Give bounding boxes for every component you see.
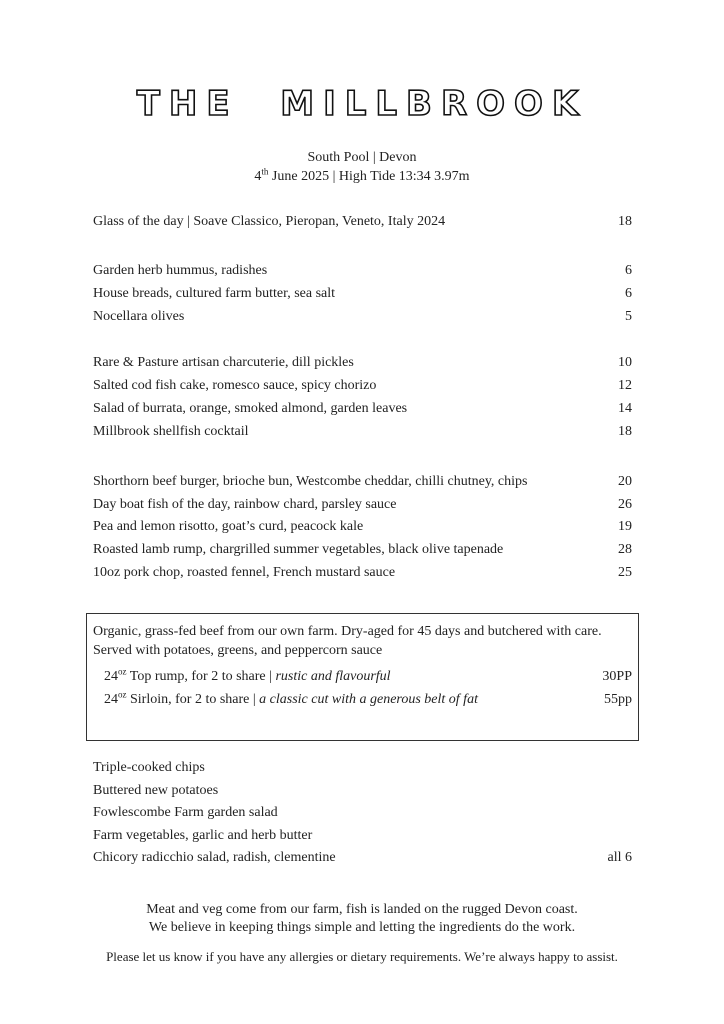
menu-item — [93, 565, 632, 581]
item-price: 6 — [625, 263, 632, 278]
item-name: Day boat fish of the day, rainbow chard, parsley sauce — [93, 497, 397, 512]
menu-item — [93, 424, 632, 440]
date-suffix: th — [261, 166, 269, 177]
item-name: Buttered new potatoes — [93, 783, 219, 798]
weight: 24 — [104, 669, 118, 684]
item-name: Glass of the day | Soave Classico, Pieropan, Veneto, Italy 2024 — [93, 214, 446, 229]
item-name: Salted cod fish cake, romesco sauce, spicy chorizo — [93, 378, 377, 393]
item-price: 14 — [618, 401, 632, 416]
side-item — [93, 783, 632, 799]
item-name — [104, 666, 391, 685]
item-name: Farm vegetables, garlic and herb butter — [93, 828, 313, 843]
item-price: 5 — [625, 309, 632, 324]
beef-special-box — [86, 613, 639, 741]
beef-item — [104, 666, 632, 685]
date-tide-text: June 2025 | High Tide 13:34 3.97m — [268, 169, 470, 184]
weight: 24 — [104, 692, 118, 707]
item-name: Salad of burrata, orange, smoked almond, garden leaves — [93, 401, 408, 416]
menu-item — [93, 309, 632, 325]
item-price: 28 — [618, 542, 632, 557]
beef-desc-line: Served with potatoes, greens, and peppercorn sauce — [93, 643, 383, 658]
item-name: 10oz pork chop, roasted fennel, French mustard sauce — [93, 565, 396, 580]
sides-price: all 6 — [607, 850, 632, 865]
item-price: 6 — [625, 286, 632, 301]
note: a classic cut with a generous belt of fat — [259, 692, 478, 707]
item-name: Shorthorn beef burger, brioche bun, Westcombe cheddar, chilli chutney, chips — [93, 474, 528, 489]
menu-item — [93, 401, 632, 417]
item-name: Rare & Pasture artisan charcuterie, dill pickles — [93, 355, 354, 370]
sourcing-note: Meat and veg come from our farm, fish is landed on the rugged Devon coast. — [146, 902, 578, 917]
item-price: 55pp — [604, 692, 632, 707]
item-price: 26 — [618, 497, 632, 512]
wine-row — [93, 214, 632, 230]
menu-item — [93, 355, 632, 371]
beef-desc-line: Organic, grass-fed beef from our own farm. Dry-aged for 45 days and butchered with care. — [93, 624, 602, 639]
item-price: 18 — [618, 424, 632, 439]
menu-item — [93, 542, 632, 558]
item-name: Fowlescombe Farm garden salad — [93, 805, 278, 820]
beef-item — [104, 689, 632, 708]
item-name: Triple-cooked chips — [93, 760, 205, 775]
cut: Sirloin, for 2 to share | — [126, 692, 260, 707]
item-price: 30PP — [602, 669, 632, 684]
item-name: Millbrook shellfish cocktail — [93, 424, 249, 439]
item-price: 18 — [618, 214, 632, 229]
menu-item — [93, 474, 632, 490]
item-name: Garden herb hummus, radishes — [93, 263, 268, 278]
item-name: Nocellara olives — [93, 309, 185, 324]
date-day: 4 — [254, 169, 262, 184]
side-item — [93, 760, 632, 776]
menu-item — [93, 263, 632, 279]
cut: Top rump, for 2 to share | — [126, 669, 276, 684]
item-price: 25 — [618, 565, 632, 580]
note: rustic and flavourful — [275, 669, 391, 684]
side-item — [93, 850, 632, 866]
unit: oz — [118, 666, 127, 677]
date-tide — [0, 166, 724, 185]
location: South Pool | Devon — [307, 150, 417, 165]
sourcing-note: We believe in keeping things simple and letting the ingredients do the work. — [148, 920, 576, 935]
item-name: House breads, cultured farm butter, sea salt — [93, 286, 336, 301]
item-price: 19 — [618, 519, 632, 534]
item-name: Pea and lemon risotto, goat’s curd, peacock kale — [93, 519, 364, 534]
menu-item — [93, 286, 632, 302]
item-price: 10 — [618, 355, 632, 370]
menu-item — [93, 378, 632, 394]
restaurant-logo: THE MILLBROOK — [136, 84, 588, 124]
item-name: Chicory radicchio salad, radish, clementine — [93, 850, 336, 865]
menu-item — [93, 519, 632, 535]
allergy-note: Please let us know if you have any allergies or dietary requirements. We’re always happy to assist. — [106, 949, 618, 964]
item-name — [104, 689, 478, 708]
beef-description — [93, 622, 632, 660]
side-item — [93, 828, 632, 844]
side-item — [93, 805, 632, 821]
item-name: Roasted lamb rump, chargrilled summer vegetables, black olive tapenade — [93, 542, 504, 557]
unit: oz — [118, 689, 127, 700]
item-price: 12 — [618, 378, 632, 393]
menu-item — [93, 497, 632, 513]
item-price: 20 — [618, 474, 632, 489]
